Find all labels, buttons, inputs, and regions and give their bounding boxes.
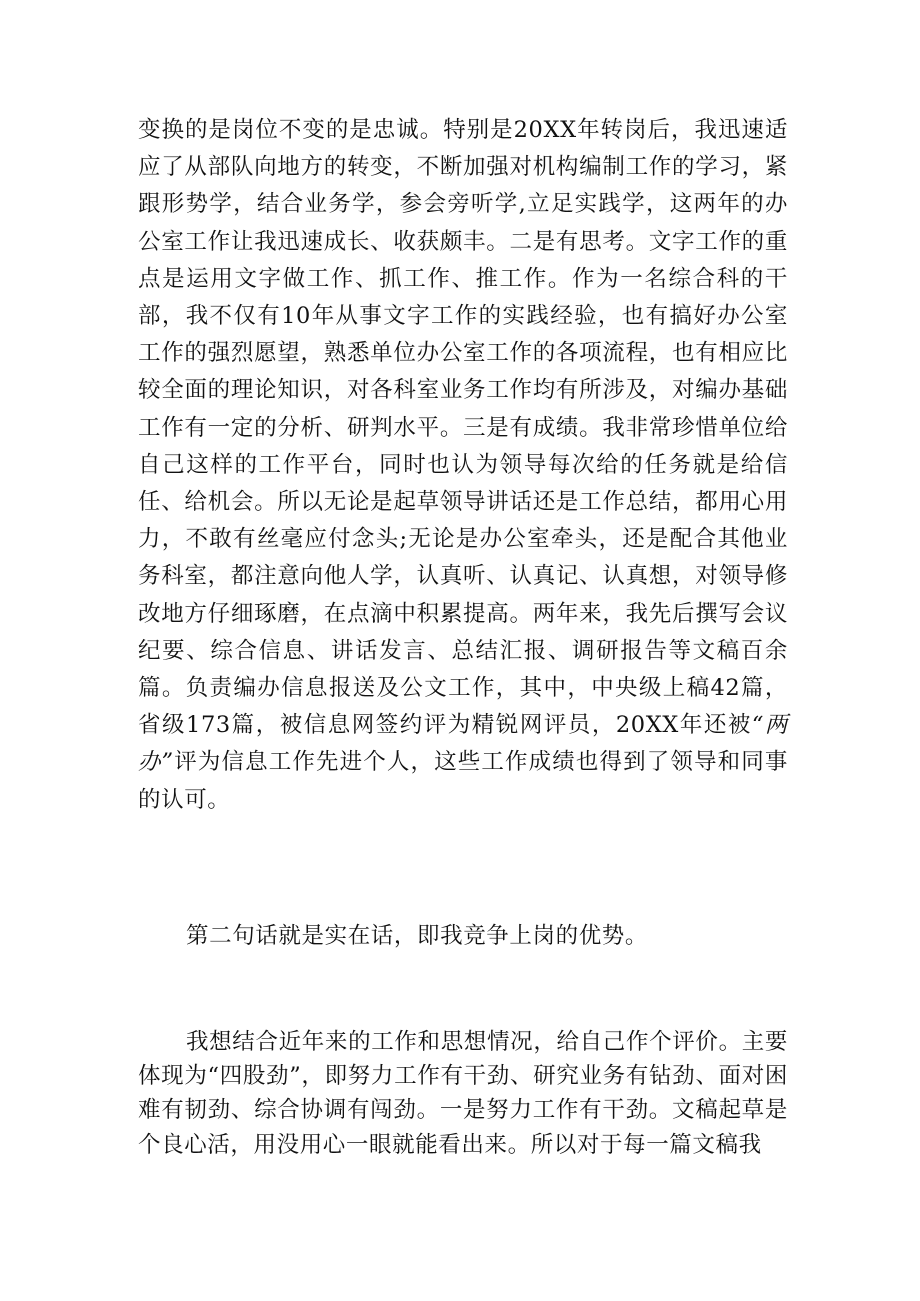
paragraph-1-quoted-term: “两办” bbox=[138, 712, 789, 776]
body-paragraph-1 bbox=[138, 112, 788, 819]
paragraph-1-text-a: 变换的是岗位不变的是忠诚。特别是20XX年转岗后，我迅速适应了从部队向地方的转变，不断加强对机构编制工作的学习，紧跟形势学，结合业务学，参会旁听学,立足实践学，这两年的办公室工作让我迅速成长、收获颇丰。二是有思考。文字工作的重点是运用文字做工作、抓工作、推工作。作为一名综合科的干部，我不仅有10年从事文字工作的实践经验，也有搞好办公室工作的强烈愿望，熟悉单位办公室工作的各项流程，也有相应比较全面的理论知识，对各科室业务工作均有所涉及，对编办基础工作有一定的分析、研判水平。三是有成绩。我非常珍惜单位给自己这样的工作平台，同时也认为领导每次给的任务就是给信任、给机会。所以无论是起草领导讲话还是工作总结，都用心用力，不敢有丝毫应付念头;无论是办公室牵头，还是配合其他业务科室，都注意向他人学，认真听、认真记、认真想，对领导修改地方仔细琢磨，在点滴中积累提高。两年来，我先后撰写会议纪要、综合信息、讲话发言、总结汇报、调研报告等文稿百余篇。负责编办信息报送及公文工作，其中，中央级上稿42篇，省级173篇，被信息网签约评为精锐网评员，20XX年还被 bbox=[138, 117, 788, 739]
body-paragraph-2: 第二句话就是实在话，即我竞争上岗的优势。 bbox=[186, 923, 649, 949]
body-paragraph-3: 我想结合近年来的工作和思想情况，给自己作个评价。主要体现为“四股劲”，即努力工作有干劲、研究业务有钻劲、面对困难有韧劲、综合协调有闯劲。一是努力工作有干劲。文稿起草是个良心活，用没用心一眼就能看出来。所以对于每一篇文稿我 bbox=[138, 1029, 788, 1158]
paragraph-1-text-b: 评为信息工作先进个人，这些工作成绩也得到了领导和同事的认可。 bbox=[138, 749, 788, 813]
